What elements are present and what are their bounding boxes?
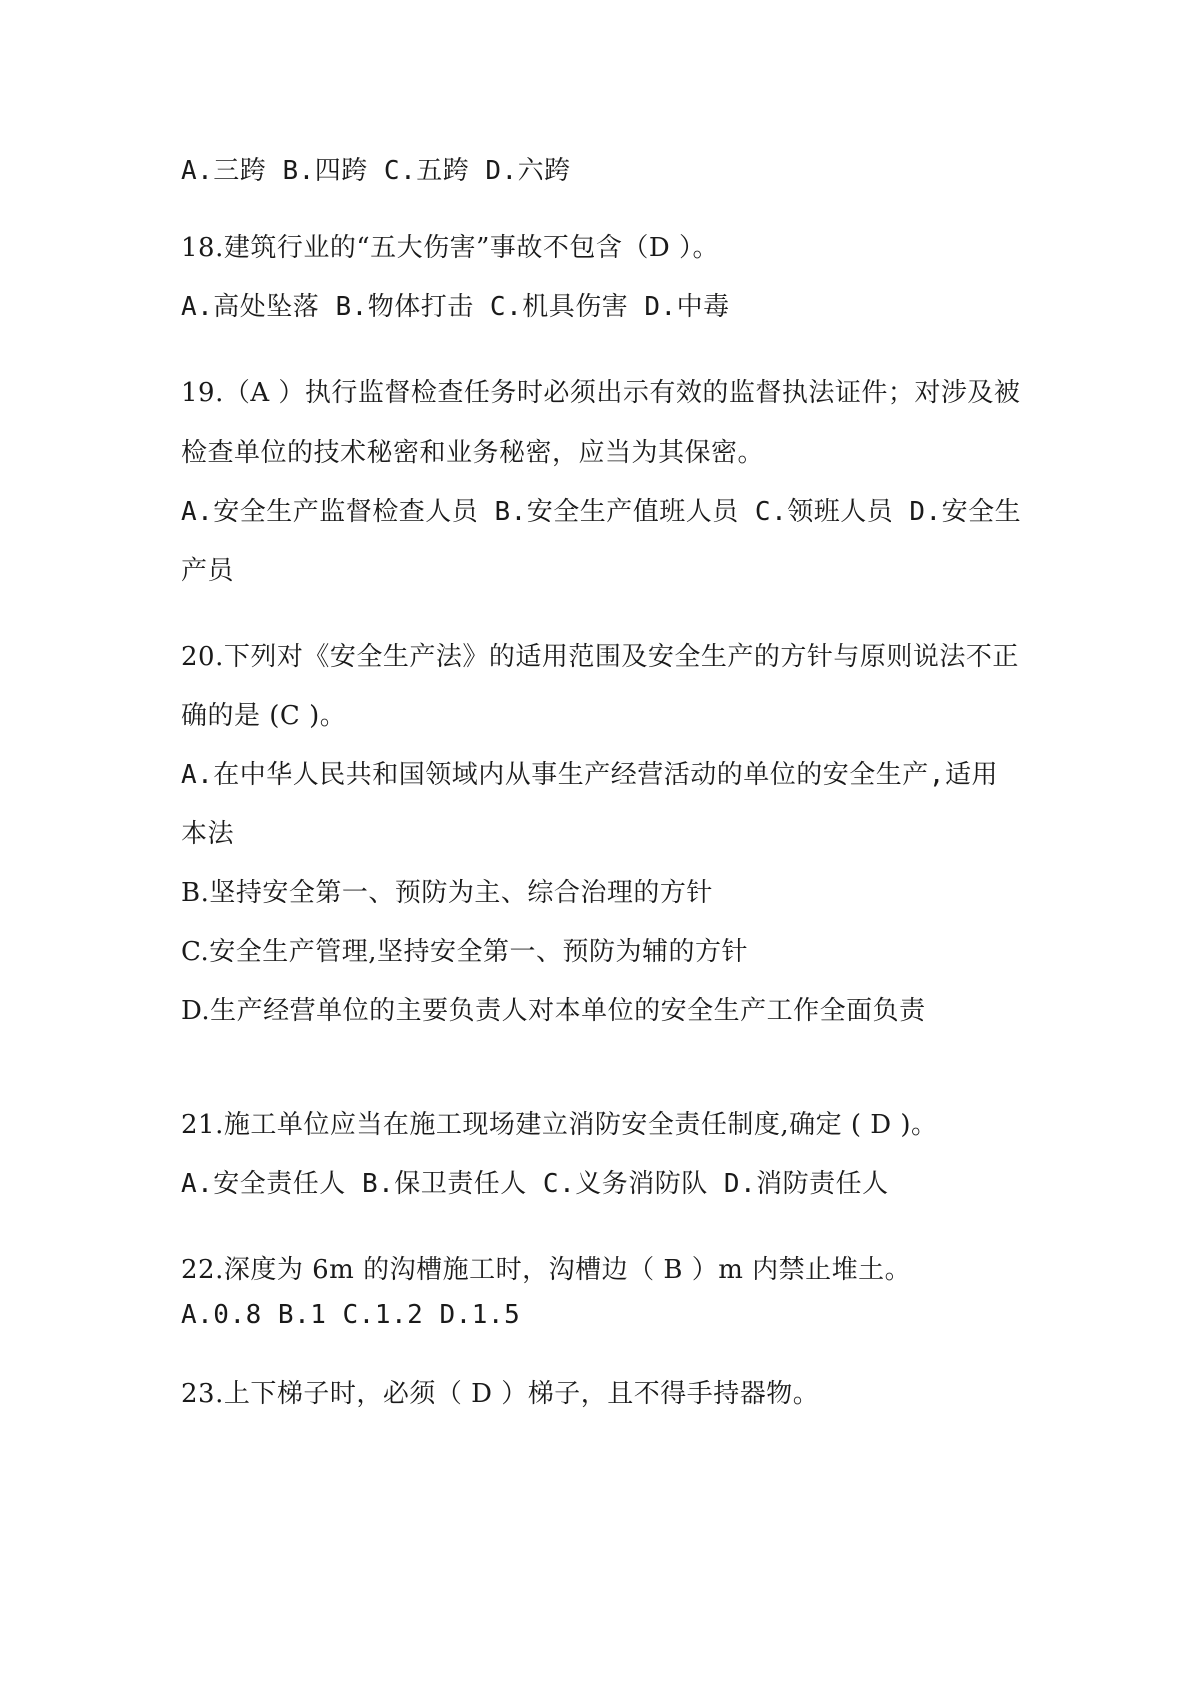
- q20-option-d: D.生产经营单位的主要负责人对本单位的安全生产工作全面负责: [181, 996, 926, 1026]
- q20-question-line-2: 确的是 (C )。: [181, 701, 347, 731]
- q17-options: A.三跨 B.四跨 C.五跨 D.六跨: [181, 156, 571, 186]
- q20-option-c: C.安全生产管理,坚持安全第一、预防为辅的方针: [181, 937, 748, 967]
- q20-option-a-line-2: 本法: [181, 819, 235, 849]
- q22-question: 22.深度为 6m 的沟槽施工时，沟槽边（ B ）m 内禁止堆土。: [181, 1255, 912, 1285]
- q19-question-line-1: 19.（A ）执行监督检查任务时必须出示有效的监督执法证件；对涉及被: [181, 378, 1021, 408]
- q19-question-line-2: 检查单位的技术秘密和业务秘密，应当为其保密。: [181, 438, 765, 468]
- q19-options-line-2: 产员: [181, 556, 235, 586]
- q19-options-line-1: A.安全生产监督检查人员 B.安全生产值班人员 C.领班人员 D.安全生: [181, 497, 1022, 527]
- q21-question: 21.施工单位应当在施工现场建立消防安全责任制度,确定 ( D )。: [181, 1110, 938, 1140]
- q23-question: 23.上下梯子时，必须（ D ）梯子，且不得手持器物。: [181, 1379, 820, 1409]
- q18-options: A.高处坠落 B.物体打击 C.机具伤害 D.中毒: [181, 292, 730, 322]
- q18-question: 18.建筑行业的“五大伤害”事故不包含（D ）。: [181, 233, 720, 263]
- q20-option-b: B.坚持安全第一、预防为主、综合治理的方针: [181, 878, 713, 908]
- q20-option-a-line-1: A.在中华人民共和国领域内从事生产经营活动的单位的安全生产,适用: [181, 760, 998, 790]
- q20-question-line-1: 20.下列对《安全生产法》的适用范围及安全生产的方针与原则说法不正: [181, 642, 1019, 672]
- q22-options: A.0.8 B.1 C.1.2 D.1.5: [181, 1300, 521, 1330]
- q21-options: A.安全责任人 B.保卫责任人 C.义务消防队 D.消防责任人: [181, 1169, 889, 1199]
